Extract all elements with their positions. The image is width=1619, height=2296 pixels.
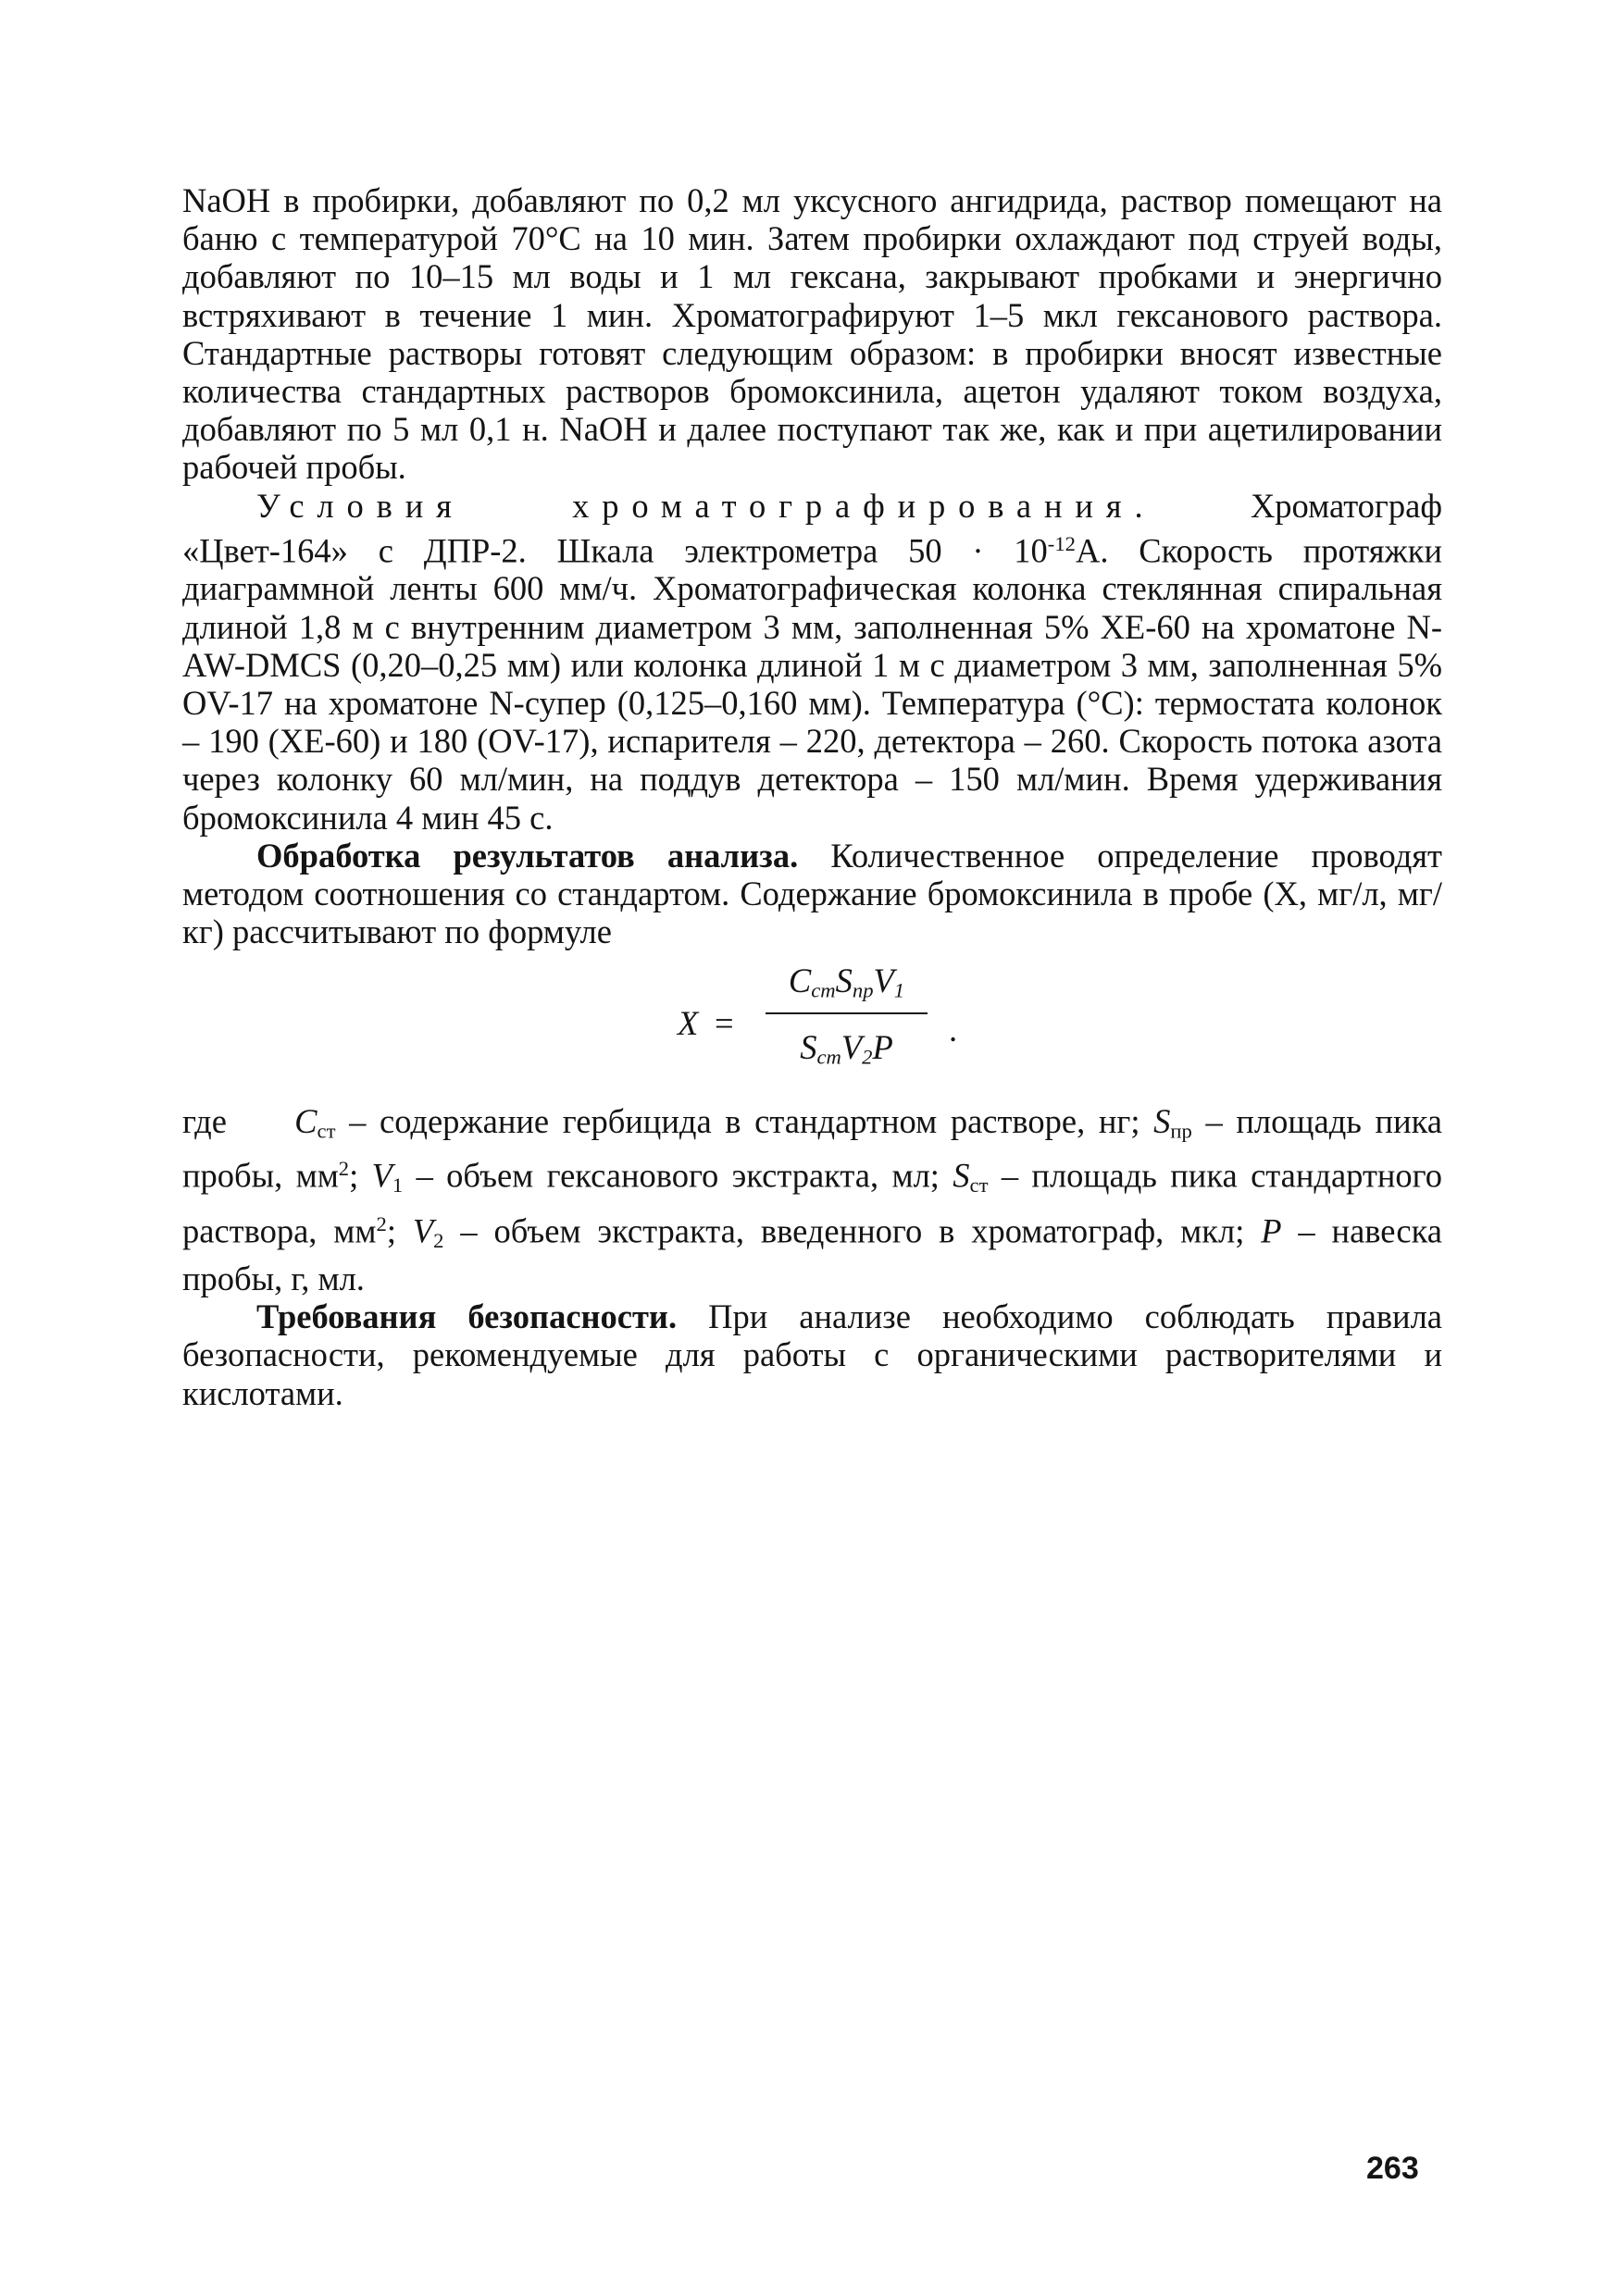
paragraph-processing: Обработка результатов анализа. Количественное определение проводят методом соотношения со стандартом. Содержание бромоксинила в пробе (X, мг/л, мг/кг) рассчитывают по формуле [182,836,1442,951]
formula-denominator: $S_{ст}V_2P$ [800,1027,893,1069]
formula-block [182,955,1442,1089]
fraction-bar [766,1012,928,1014]
formula-fraction [766,955,928,1074]
formula-period: . [949,1010,958,1049]
page-number: 263 [1366,2151,1419,2186]
paragraph-legend: где $C_{ст}$ – содержание гербицида в стандартном растворе, нг; $S_{пр}$ – площадь пика пробы, $мм^2$; $V_1$ – объем гексанового экстракта, мл; $S_{ст}$ – площадь пика стандартного раствора, $мм^2$; $V_2$ – объем экстракта, введенного в хроматограф, мкл; P – навеска пробы, г, мл. [182,1101,1442,1297]
formula-equals: = [715,1003,734,1042]
paragraph-conditions: Условия хроматографирования. Хроматограф «Цвет-164» с ДПР-2. Шкала электрометра $50 \cdot 10^{-12}А$. Скорость протяжки диаграммной ленты 600 мм/ч. Хроматографическая колонка стеклянная спиральная длиной 1,8 м с внутренним диаметром 3 мм, заполненная 5% XE-60 на хроматоне N-AW-DMCS (0,20–0,25 мм) или колонка длиной 1 м с диаметром 3 мм, заполненная 5% OV-17 на хроматоне N-супер (0,125–0,160 мм). Температура (°С): термостата колонок – 190 (XE-60) и 180 (OV-17), испарителя – 220, детектора – 260. Скорость потока азота через колонку 60 мл/мин, на поддув детектора – 150 мл/мин. Время удерживания бромоксинила 4 мин 45 с. [182,486,1442,837]
paragraph-procedure: NaOH в пробирки, добавляют по 0,2 мл уксусного ангидрида, раствор помещают на баню с температурой 70°С на 10 мин. Затем пробирки охлаждают под струей воды, добавляют по 10–15 мл воды и 1 мл гексана, закрывают пробками и энергично встряхивают в течение 1 мин. Хроматографируют 1–5 мкл гексанового раствора. Стандартные растворы готовят следующим образом: в пробирки вносят известные количества стандартных растворов бромоксинила, ацетон удаляют током воздуха, добавляют по 5 мл 0,1 н. NaOH и далее поступают так же, как и при ацетилировании рабочей пробы. [182,181,1442,487]
heading-conditions: Условия хроматографирования. [256,486,1156,525]
page-body [182,181,1442,1412]
formula-numerator: $C_{ст}S_{пр}V_1$ [788,961,905,1002]
paragraph-safety: Требования безопасности. При анализе необходимо соблюдать правила безопасности, рекомендуемые для работы с органическими растворителями и кислотами. [182,1297,1442,1412]
heading-safety: Требования безопасности. [256,1297,678,1336]
heading-processing: Обработка результатов анализа. [256,836,799,875]
formula-lhs: X [678,1003,699,1042]
